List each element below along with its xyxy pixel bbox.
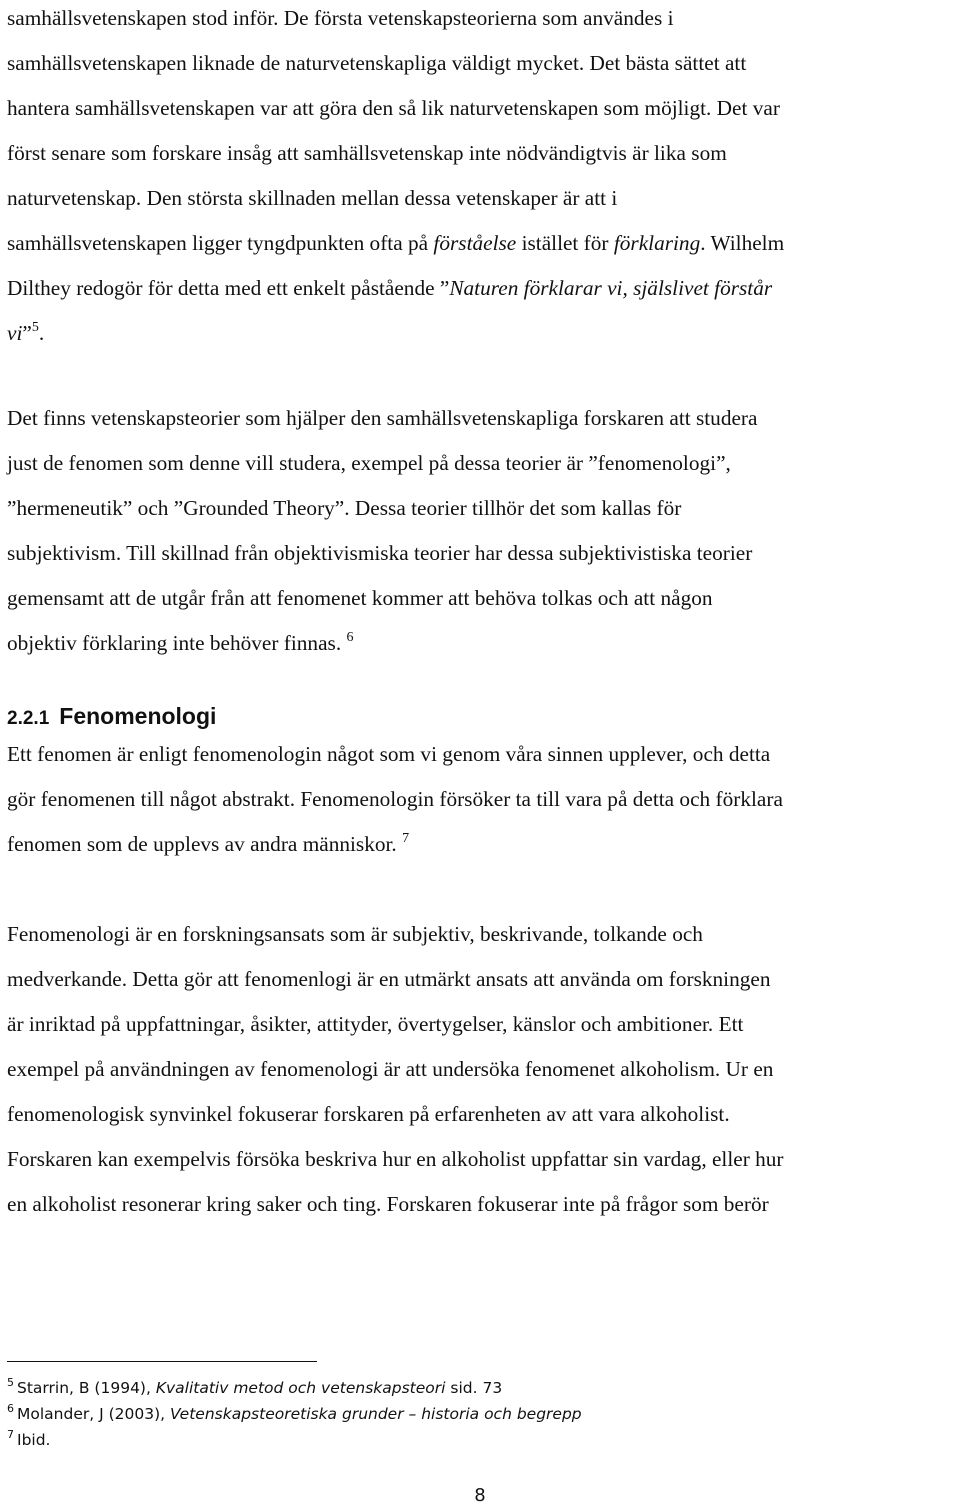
text-line: [7, 486, 953, 531]
text-run: gör fenomenen till något abstrakt. Fenomenologin försöker ta till vara på detta och förklara: [7, 787, 783, 811]
text-run-italic: förklaring: [613, 231, 701, 255]
footnote-text-italic: Kvalitativ metod och vetenskapsteori: [155, 1379, 446, 1397]
text-run: ”: [22, 321, 32, 345]
text-run: först senare som forskare insåg att samhällsvetenskap inte nödvändigtvis är lika som: [7, 141, 727, 165]
text-run: naturvetenskap. Den största skillnaden mellan dessa vetenskaper är att i: [7, 186, 618, 210]
text-run: fenomenologisk synvinkel fokuserar forskaren på erfarenheten av att vara alkoholist.: [7, 1102, 730, 1126]
footnote-reference: 5: [31, 320, 39, 335]
footnote-7: [7, 1427, 582, 1453]
text-run: Fenomenologi är en forskningsansats som är subjektiv, beskrivande, tolkande och: [7, 922, 703, 946]
section-title: Fenomenologi: [59, 703, 217, 729]
footnote-number: 7: [7, 1428, 14, 1441]
text-line: [7, 822, 953, 867]
text-line: [7, 266, 953, 311]
footnote-text: sid. 73: [445, 1379, 503, 1397]
text-run: exempel på användningen av fenomenologi är att undersöka fenomenet alkoholism. Ur en: [7, 1057, 774, 1081]
text-line: [7, 176, 953, 221]
text-run-italic: förståelse: [433, 231, 517, 255]
text-run: medverkande. Detta gör att fenomenlogi är en utmärkt ansats att använda om forskningen: [7, 967, 771, 991]
text-line: [7, 621, 953, 666]
body-paragraph: [7, 0, 953, 356]
footnote-5: [7, 1375, 582, 1401]
text-run: just de fenomen som denne vill studera, exempel på dessa teorier är ”fenomenologi”,: [7, 451, 731, 475]
text-run: subjektivism. Till skillnad från objektivismiska teorier har dessa subjektivistiska teorier: [7, 541, 753, 565]
footnote-reference: 6: [346, 630, 354, 645]
text-line: [7, 131, 953, 176]
text-line: [7, 531, 953, 576]
text-run: hantera samhällsvetenskapen var att göra den så lik naturvetenskapen som möjligt. Det var: [7, 96, 780, 120]
text-line: [7, 221, 953, 266]
section-heading: [7, 700, 216, 735]
footnote-reference: 7: [402, 831, 410, 846]
footnote-text: Starrin, B (1994),: [17, 1379, 156, 1397]
text-run: fenomen som de upplevs av andra människor.: [7, 832, 403, 856]
text-line: [7, 0, 953, 41]
text-run: istället för: [516, 231, 614, 255]
text-run: Ett fenomen är enligt fenomenologin något som vi genom våra sinnen upplever, och detta: [7, 742, 771, 766]
section-number: 2.2.1: [7, 708, 50, 729]
text-run: samhällsvetenskapen liknade de naturvetenskapliga väldigt mycket. Det bästa sättet att: [7, 51, 747, 75]
text-run: Forskaren kan exempelvis försöka beskriva hur en alkoholist uppfattar sin vardag, eller hur: [7, 1147, 784, 1171]
text-line: [7, 1137, 953, 1182]
text-line: [7, 86, 953, 131]
body-paragraph: [7, 732, 953, 867]
text-run: gemensamt att de utgår från att fenomenet kommer att behöva tolkas och att någon: [7, 586, 713, 610]
text-line: [7, 912, 953, 957]
text-line: [7, 732, 953, 777]
text-line: [7, 1182, 953, 1227]
text-run: Dilthey redogör för detta med ett enkelt påstående ”: [7, 276, 450, 300]
text-line: [7, 1047, 953, 1092]
footnote-number: 6: [7, 1402, 14, 1415]
text-line: [7, 1092, 953, 1137]
text-run-italic: vi: [7, 321, 23, 345]
text-line: [7, 777, 953, 822]
text-run: är inriktad på uppfattningar, åsikter, attityder, övertygelser, känslor och ambitioner. Ett: [7, 1012, 744, 1036]
text-line: [7, 1002, 953, 1047]
text-run: . Wilhelm: [700, 231, 785, 255]
footnotes: [7, 1375, 582, 1453]
text-line: [7, 396, 953, 441]
footnote-text: Molander, J (2003),: [17, 1405, 170, 1423]
text-run: ”hermeneutik” och ”Grounded Theory”. Dessa teorier tillhör det som kallas för: [7, 496, 682, 520]
footnote-6: [7, 1401, 582, 1427]
text-run: samhällsvetenskapen stod inför. De första vetenskapsteorierna som användes i: [7, 6, 674, 30]
footnote-text-italic: Vetenskapsteoretiska grunder – historia och begrepp: [169, 1405, 582, 1423]
text-line: [7, 311, 953, 356]
footnote-number: 5: [7, 1376, 14, 1389]
text-run: samhällsvetenskapen ligger tyngdpunkten ofta på: [7, 231, 434, 255]
footnote-text: Ibid.: [17, 1431, 51, 1449]
page-number: 8: [474, 1485, 486, 1506]
text-line: [7, 41, 953, 86]
text-line: [7, 957, 953, 1002]
text-run: objektiv förklaring inte behöver finnas.: [7, 631, 347, 655]
text-run: Det finns vetenskapsteorier som hjälper den samhällsvetenskapliga forskaren att studera: [7, 406, 758, 430]
text-line: [7, 576, 953, 621]
text-run: en alkoholist resonerar kring saker och ting. Forskaren fokuserar inte på frågor som berör: [7, 1192, 769, 1216]
text-line: [7, 441, 953, 486]
body-paragraph: [7, 912, 953, 1227]
text-run-italic: Naturen förklarar vi, själslivet förstår: [449, 276, 773, 300]
text-run: .: [38, 321, 45, 345]
body-paragraph: [7, 396, 953, 666]
footnote-separator: [7, 1361, 317, 1362]
